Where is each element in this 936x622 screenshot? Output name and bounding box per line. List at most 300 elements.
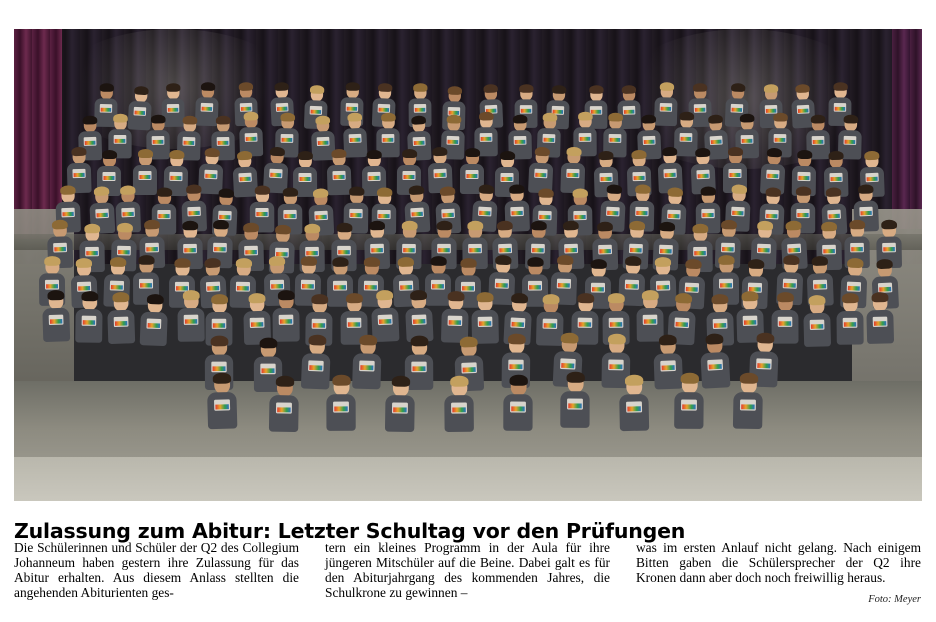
shirt-logo	[276, 103, 289, 112]
person-hair	[661, 146, 676, 156]
person-shirt	[804, 312, 832, 346]
person-hair	[542, 294, 559, 304]
shirt-logo	[53, 243, 67, 253]
person-head	[591, 261, 605, 277]
shirt-logo	[567, 399, 583, 410]
person-hair	[624, 255, 641, 265]
person-head	[112, 294, 127, 311]
person-hair	[858, 184, 874, 194]
shirt-logo	[211, 362, 226, 373]
person-head	[275, 226, 289, 242]
person-head	[668, 189, 682, 205]
person-shirt	[140, 312, 168, 347]
person-head	[701, 188, 714, 203]
person-hair	[186, 185, 202, 195]
person-hair	[560, 333, 578, 344]
person-hair	[849, 219, 865, 229]
person-hair	[496, 221, 512, 231]
person-hair	[797, 150, 812, 159]
shirt-logo	[145, 242, 159, 252]
shirt-logo	[364, 281, 378, 291]
person-head	[729, 149, 742, 164]
shirt-logo	[731, 207, 745, 217]
person-hair	[52, 220, 68, 230]
shirt-logo	[873, 316, 888, 326]
shirt-logo	[468, 244, 482, 254]
person-hair	[512, 115, 527, 124]
person-hair	[551, 85, 566, 94]
person-hair	[871, 292, 888, 303]
person-hair	[607, 293, 624, 303]
person-head	[519, 86, 531, 100]
shirt-logo	[797, 209, 810, 218]
person-hair	[679, 112, 694, 121]
shirt-logo	[778, 317, 793, 327]
person-head	[850, 222, 864, 238]
person-head	[660, 83, 673, 98]
person-hair	[562, 221, 578, 231]
shirt-logo	[822, 244, 836, 254]
shirt-logo	[411, 314, 426, 325]
shirt-logo	[214, 400, 230, 411]
person-hair	[482, 83, 497, 92]
shirt-logo	[249, 318, 264, 328]
photo-person	[205, 375, 238, 430]
person-hair	[211, 294, 228, 304]
photo-person	[527, 148, 555, 193]
person-hair	[297, 151, 312, 160]
photo-person	[176, 292, 206, 342]
person-hair	[566, 372, 584, 383]
shirt-logo	[756, 359, 772, 370]
person-hair	[235, 258, 251, 268]
shirt-logo	[461, 282, 475, 292]
person-hair	[739, 114, 754, 123]
person-head	[211, 338, 226, 356]
person-head	[212, 296, 227, 313]
shirt-logo	[850, 243, 864, 253]
person-head	[157, 189, 170, 204]
shirt-logo	[311, 319, 326, 329]
shirt-logo	[122, 208, 136, 218]
shirt-logo	[167, 104, 179, 113]
person-hair	[511, 293, 528, 304]
shirt-logo	[102, 172, 115, 181]
person-hair	[710, 294, 727, 305]
person-head	[542, 114, 555, 129]
shirt-logo	[693, 104, 706, 113]
person-hair	[377, 187, 392, 196]
person-hair	[381, 113, 396, 122]
person-head	[578, 295, 593, 312]
person-head	[686, 261, 701, 278]
person-head	[589, 87, 601, 101]
shirt-logo	[656, 281, 670, 291]
person-head	[71, 149, 84, 164]
person-head	[61, 187, 75, 203]
shirt-logo	[510, 401, 526, 412]
article-column-1	[14, 540, 299, 607]
photo-person	[105, 294, 136, 344]
person-head	[269, 258, 283, 275]
shirt-logo	[72, 169, 85, 178]
person-head	[829, 152, 842, 167]
person-hair	[247, 293, 264, 304]
photo-person	[502, 377, 534, 431]
person-hair	[280, 112, 295, 121]
person-hair	[659, 82, 673, 91]
person-hair	[622, 85, 637, 94]
student-crowd	[14, 29, 922, 501]
person-head	[872, 294, 887, 311]
shirt-logo	[878, 282, 892, 292]
shirt-logo	[240, 103, 253, 112]
person-hair	[259, 337, 277, 348]
person-hair	[212, 373, 231, 384]
shirt-logo	[430, 280, 444, 290]
person-hair	[378, 83, 393, 92]
shirt-logo	[740, 399, 756, 410]
shirt-logo	[434, 169, 447, 178]
shirt-logo	[519, 105, 531, 114]
person-hair	[134, 86, 149, 95]
person-hair	[641, 290, 658, 300]
shirt-logo	[743, 316, 758, 326]
person-head	[567, 374, 583, 392]
shirt-logo	[281, 134, 294, 143]
shirt-logo	[238, 173, 251, 183]
person-hair	[832, 82, 846, 91]
shirt-logo	[451, 402, 467, 413]
person-hair	[577, 111, 592, 120]
person-head	[377, 292, 392, 309]
photo-credit: Foto: Meyer	[868, 594, 921, 606]
person-hair	[332, 375, 350, 386]
shirt-logo	[410, 207, 424, 217]
photo-person	[268, 378, 301, 432]
person-head	[312, 296, 327, 313]
person-hair	[784, 221, 800, 231]
person-hair	[332, 257, 348, 267]
person-hair	[408, 185, 424, 195]
person-hair	[174, 258, 190, 268]
shirt-logo	[830, 172, 843, 181]
photo-person	[442, 378, 474, 432]
person-head	[510, 377, 526, 395]
person-hair	[138, 255, 154, 265]
person-hair	[314, 116, 329, 125]
shirt-logo	[494, 279, 508, 289]
person-hair	[201, 82, 216, 91]
person-head	[347, 295, 362, 312]
shirt-logo	[865, 173, 878, 182]
shirt-logo	[757, 244, 771, 254]
shirt-logo	[95, 209, 109, 219]
person-head	[623, 87, 636, 102]
person-hair	[566, 146, 581, 155]
person-hair	[44, 256, 60, 266]
person-hair	[847, 258, 864, 268]
person-head	[625, 258, 640, 275]
person-head	[460, 339, 476, 357]
person-hair	[695, 148, 710, 158]
person-head	[557, 257, 572, 274]
person-hair	[881, 220, 897, 230]
shirt-logo	[685, 282, 699, 292]
person-hair	[810, 115, 825, 124]
person-head	[111, 259, 126, 276]
person-hair	[409, 289, 426, 300]
person-hair	[101, 150, 116, 159]
photo-person	[139, 296, 170, 346]
shirt-logo	[573, 211, 586, 220]
person-hair	[84, 224, 100, 234]
shirt-logo	[283, 209, 296, 218]
person-head	[81, 293, 96, 310]
shirt-logo	[310, 106, 323, 115]
person-head	[398, 258, 413, 275]
shirt-logo	[578, 133, 591, 142]
person-head	[660, 336, 676, 354]
person-hair	[358, 335, 376, 346]
person-head	[711, 296, 726, 313]
photo-person	[384, 378, 417, 432]
shirt-logo	[531, 244, 545, 254]
person-hair	[243, 112, 258, 121]
person-head	[764, 86, 777, 101]
person-head	[609, 114, 622, 129]
person-hair	[410, 336, 428, 347]
person-shirt	[674, 392, 704, 429]
person-hair	[210, 336, 228, 347]
photo-person	[325, 377, 357, 431]
photo-person	[732, 375, 765, 429]
shirt-logo	[609, 134, 622, 143]
shirt-logo	[269, 169, 282, 179]
column-text: was im ersten Anlauf nicht gelang. Nach einigem Bitten gaben die Schülersprecher der Q2 ihre Kronen dann aber doch noch freiwillig heraus.	[636, 540, 921, 586]
photo-person	[370, 291, 401, 342]
shirt-logo	[113, 316, 128, 327]
person-head	[774, 114, 787, 129]
shirt-logo	[598, 245, 612, 255]
person-head	[740, 375, 756, 394]
person-head	[283, 189, 296, 204]
person-hair	[310, 85, 325, 94]
person-hair	[204, 257, 221, 267]
person-hair	[538, 188, 554, 198]
shirt-logo	[498, 244, 512, 254]
shirt-logo	[635, 207, 648, 216]
person-hair	[773, 112, 788, 121]
shirt-logo	[797, 105, 810, 114]
person-hair	[674, 293, 691, 304]
person-head	[693, 226, 707, 242]
shirt-logo	[412, 362, 427, 373]
shirt-logo	[542, 133, 555, 142]
photo-person	[617, 377, 650, 431]
person-head	[599, 152, 612, 167]
person-head	[479, 113, 492, 128]
person-hair	[156, 187, 171, 196]
person-hair	[607, 333, 625, 344]
shirt-logo	[151, 136, 164, 145]
person-head	[483, 85, 496, 100]
person-hair	[99, 83, 113, 92]
person-head	[333, 259, 347, 275]
person-hair	[429, 256, 445, 266]
person-hair	[366, 150, 381, 159]
person-head	[100, 85, 113, 99]
person-shirt	[503, 394, 532, 431]
person-head	[748, 261, 763, 278]
person-hair	[183, 290, 200, 300]
person-hair	[530, 221, 546, 231]
shirt-logo	[765, 105, 778, 114]
person-hair	[608, 112, 623, 121]
shirt-logo	[359, 361, 375, 372]
person-hair	[748, 258, 764, 268]
person-hair	[181, 221, 197, 231]
shirt-logo	[833, 103, 845, 112]
person-head	[528, 259, 542, 275]
person-shirt	[867, 310, 895, 344]
shirt-logo	[338, 245, 352, 254]
person-hair	[692, 224, 708, 234]
person-head	[281, 114, 294, 129]
person-hair	[494, 255, 511, 265]
article-column-3	[636, 540, 921, 607]
shirt-logo	[378, 104, 391, 113]
person-hair	[596, 222, 612, 232]
shirt-logo	[719, 279, 733, 289]
shirt-logo	[701, 209, 714, 218]
person-hair	[606, 184, 622, 194]
person-head	[450, 378, 466, 396]
person-hair	[700, 186, 715, 195]
shirt-logo	[812, 136, 825, 145]
person-hair	[739, 372, 757, 383]
person-hair	[459, 336, 477, 347]
shirt-logo	[61, 208, 75, 218]
person-hair	[757, 221, 773, 231]
person-hair	[376, 289, 393, 300]
person-head	[393, 378, 409, 397]
photo-person	[403, 291, 434, 342]
shirt-logo	[679, 133, 692, 142]
shirt-logo	[626, 401, 642, 412]
shirt-logo	[564, 244, 578, 254]
person-shirt	[836, 311, 863, 345]
person-hair	[624, 375, 643, 386]
photo-person	[74, 293, 104, 343]
shirt-logo	[370, 244, 384, 254]
photo-person	[440, 293, 470, 343]
person-hair	[731, 83, 746, 92]
shirt-logo	[345, 103, 357, 112]
person-hair	[243, 222, 259, 232]
person-head	[609, 295, 624, 312]
person-hair	[80, 291, 97, 301]
shirt-logo	[623, 106, 636, 115]
person-hair	[634, 185, 649, 194]
shirt-logo	[577, 317, 592, 327]
person-head	[509, 336, 525, 354]
person-hair	[795, 84, 810, 93]
person-hair	[658, 334, 676, 345]
person-hair	[282, 187, 297, 196]
shirt-logo	[693, 247, 707, 257]
person-hair	[397, 256, 414, 266]
shirt-logo	[260, 363, 275, 374]
shirt-logo	[349, 134, 362, 143]
person-hair	[588, 85, 602, 94]
person-head	[719, 257, 733, 273]
photo-person	[656, 148, 684, 193]
person-hair	[741, 291, 758, 302]
person-head	[370, 223, 384, 239]
person-shirt	[327, 394, 356, 431]
shirt-logo	[600, 172, 613, 181]
person-hair	[113, 114, 128, 123]
person-hair	[766, 147, 781, 157]
shirt-logo	[139, 171, 152, 180]
person-hair	[47, 290, 64, 301]
person-hair	[658, 222, 674, 232]
person-hair	[777, 292, 794, 302]
person-head	[217, 117, 230, 132]
shirt-logo	[660, 360, 676, 371]
shirt-logo	[333, 402, 349, 413]
shirt-logo	[117, 246, 131, 256]
person-shirt	[107, 309, 135, 343]
person-hair	[300, 255, 316, 265]
person-head	[345, 84, 358, 98]
shirt-logo	[182, 137, 195, 146]
shirt-logo	[478, 317, 493, 327]
person-head	[431, 258, 445, 274]
shirt-logo	[624, 279, 638, 289]
photo-person	[271, 293, 301, 343]
shirt-logo	[147, 319, 162, 330]
person-hair	[432, 147, 447, 157]
shirt-logo	[721, 243, 735, 253]
shirt-logo	[367, 172, 380, 181]
column-text: tern ein kleines Programm in der Aula für ihre jüngeren Mitschüler auf die Beine. Dabei galt es für den Abiturjahrgang des kommenden Jahres, die Schulkrone zu gewinnen –	[325, 540, 610, 601]
person-head	[778, 295, 793, 312]
shirt-logo	[765, 209, 779, 219]
shirt-logo	[542, 319, 557, 329]
person-head	[509, 186, 523, 202]
person-hair	[268, 256, 284, 266]
person-hair	[60, 185, 76, 195]
person-hair	[216, 115, 231, 124]
person-shirt	[385, 395, 415, 432]
person-head	[797, 188, 810, 203]
shirt-logo	[157, 209, 170, 218]
person-hair	[345, 82, 359, 91]
person-hair	[467, 221, 483, 231]
person-head	[608, 336, 624, 354]
person-hair	[275, 224, 291, 234]
person-hair	[336, 222, 352, 231]
shirt-logo	[139, 279, 153, 289]
person-head	[567, 148, 580, 163]
shirt-logo	[812, 280, 826, 290]
shirt-logo	[378, 314, 393, 325]
shirt-logo	[712, 318, 727, 329]
shirt-logo	[538, 211, 552, 221]
person-hair	[363, 257, 379, 267]
